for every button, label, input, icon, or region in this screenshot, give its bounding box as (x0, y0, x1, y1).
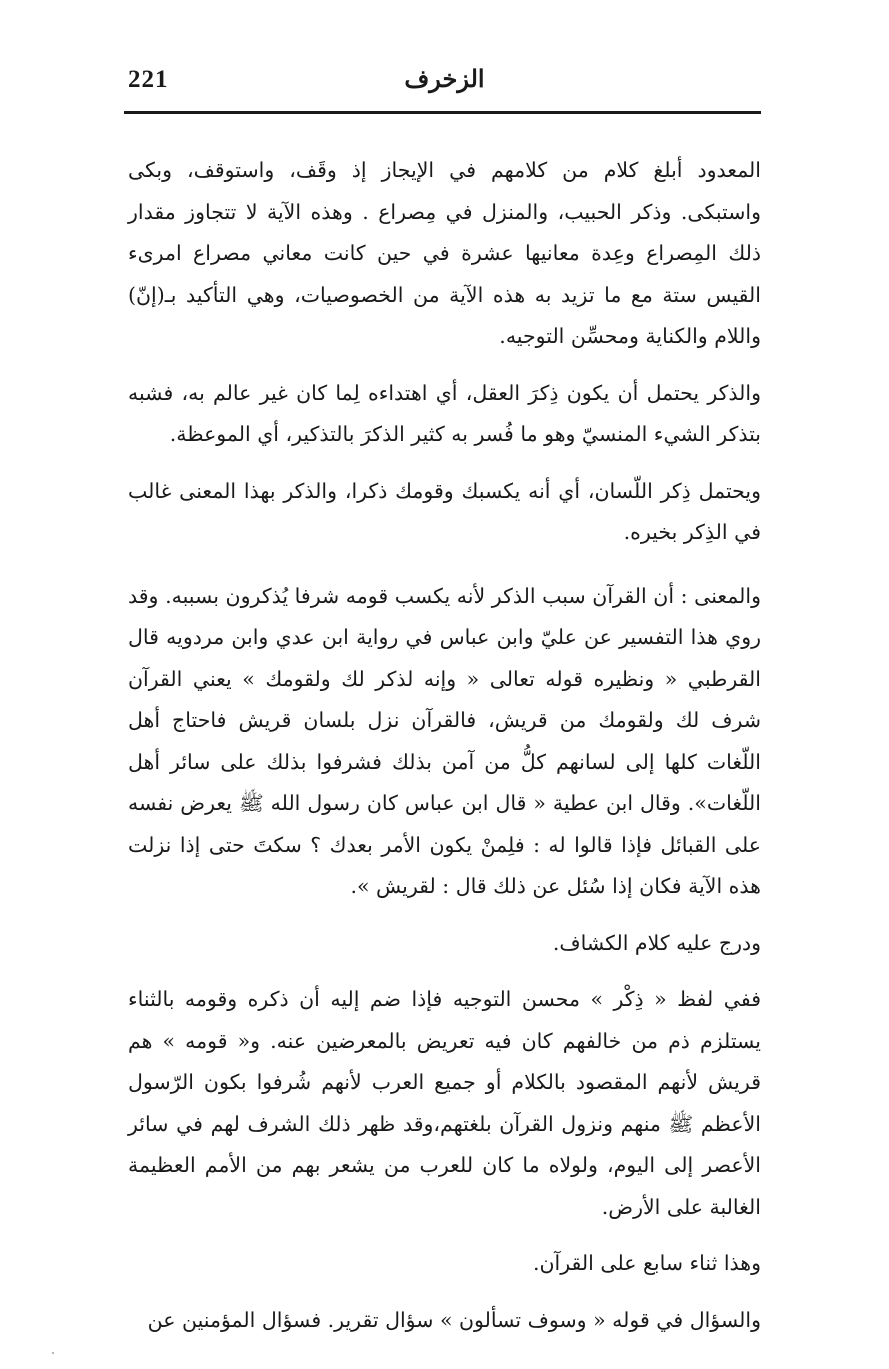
paragraph: والذكر يحتمل أن يكون ذِكرَ العقل، أي اهتداءه لِما كان غير عالم به، فشبه بتذكر الشيء المنسيّ وهو ما فُسر به كثير الذكرَ بالتذكير، أي الموعظة. (128, 380, 761, 446)
scan-speck (52, 1352, 54, 1354)
body-text (128, 150, 761, 1356)
paragraph: ويحتمل ذِكر اللّسان، أي أنه يكسبك وقومك ذكرا، والذكر بهذا المعنى غالب في الذِكر بخيره. (128, 478, 761, 544)
paragraph: ففي لفظ « ذِكْر » محسن التوجيه فإذا ضم إليه أن ذكره وقومه بالثناء يستلزم ذم من خالفهم كان فيه تعريض بالمعرضين عنه. و« قومه » هم قريش لأنهم المقصود بالكلام أو جميع العرب لأنهم شُرفوا بكون الرّسول الأعظم ﷺ منهم ونزول القرآن بلغتهم،وقد ظهر ذلك الشرف لهم في سائر الأعصر إلى اليوم، ولولاه ما كان للعرب من يشعر بهم من الأمم العظيمة الغالبة على الأرض. (128, 987, 761, 1219)
paragraph: والسؤال في قوله « وسوف تسألون » سؤال تقرير. فسؤال المؤمنين عن (147, 1307, 761, 1332)
running-header (128, 62, 761, 102)
paragraph: ودرج عليه كلام الكشاف. (552, 930, 761, 955)
paragraph: وهذا ثناء سابع على القرآن. (532, 1251, 761, 1275)
page-number: 221 (128, 66, 169, 93)
header-rule (124, 111, 761, 114)
paragraph: المعدود أبلغ كلام من كلامهم في الإيجاز إذ وقَف، واستوقف، وبكى واستبكى. وذكر الحبيب، والمنزل في مِصراع . وهذه الآية لا تتجاوز مقدار ذلك المِصراع وعِدة معانيها عشرة في حين كانت معاني مصراع امرىء القيس ستة مع ما تزيد به هذه الآية من الخصوصيات، وهي التأكيد بـ(إنّ) واللام والكناية ومحسِّن التوجيه. (128, 158, 761, 348)
surah-title: الزخرف (404, 64, 485, 93)
paragraph: والمعنى : أن القرآن سبب الذكر لأنه يكسب قومه شرفا يُذكرون بسببه. وقد روي هذا التفسير عن عليّ وابن عباس في رواية ابن عدي وابن مردويه قال القرطبي « ونظيره قوله تعالى « وإنه لذكر لك ولقومك » يعني القرآن شرف لك ولقومك من قريش، فالقرآن نزل بلسان قريش فاحتاج أهل اللّغات كلها إلى لسانهم كلُّ من آمن بذلك فشرفوا بذلك على سائر أهل اللّغات». وقال ابن عطية « قال ابن عباس كان رسول الله ﷺ يعرض نفسه على القبائل فإذا قالوا له : فلِمنْ يكون الأمر بعدك ؟ سكتَ حتى إذا نزلت هذه الآية فكان إذا سُئل عن ذلك قال : لقريش ». (128, 583, 761, 898)
